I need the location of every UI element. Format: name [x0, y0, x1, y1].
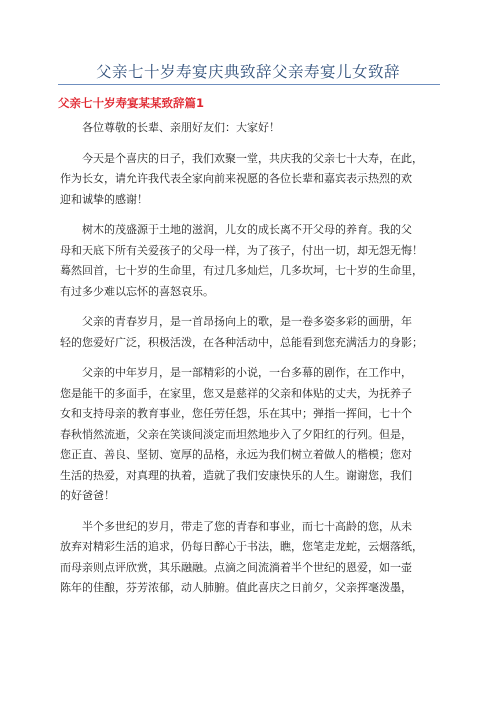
section-heading: 父亲七十岁寿宴某某致辞篇1 — [58, 96, 205, 110]
text-line: 春秋悄然流逝，父亲在笑谈间淡定而坦然地步入了夕阳红的行列。但是， — [60, 427, 412, 441]
text-line: 今天是个喜庆的日子，我们欢聚一堂，共庆我的父亲七十大寿，在此， — [82, 151, 423, 165]
paragraph-greeting — [60, 118, 444, 139]
text-line: 轻的您爱好广泛，积极活泼，在各种活动中，总能看到您充满活力的身影； — [60, 335, 423, 349]
text-line: 迎和诚挚的感谢！ — [60, 192, 148, 206]
paragraph-youth — [60, 312, 444, 353]
text-line: 生活的热爱，对真理的执着，造就了我们安康快乐的人生。谢谢您，我们 — [60, 468, 412, 482]
text-line: 父亲的中年岁月，是一部精彩的小说，一台多幕的剧作，在工作中， — [82, 366, 412, 379]
text-line: 女和支持母亲的教育事业，您任劳任怨，乐在其中；弹指一挥间，七十个 — [60, 407, 412, 420]
document-title: 父亲七十岁寿宴庆典致辞父亲寿宴儿女致辞 — [95, 63, 400, 81]
text-line: 作为长女，请允许我代表全家向前来祝愿的各位长辈和嘉宾表示热烈的欢 — [60, 172, 412, 185]
text-line: 半个多世纪的岁月，带走了您的青春和事业，而七十高龄的您，从未 — [82, 519, 412, 533]
text-line: 蓦然回首，七十岁的生命里，有过几多灿烂，几多坎坷，七十岁的生命里， — [60, 264, 423, 277]
title-divider — [58, 84, 440, 85]
text-line: 各位尊敬的长辈、亲朋好友们：大家好！ — [82, 121, 280, 134]
text-line: 陈年的佳酿，芬芳浓郁，动人肺腑。值此喜庆之日前夕，父亲挥毫泼墨， — [60, 581, 412, 594]
text-line: 树木的茂盛源于土地的滋润，儿女的成长离不开父母的养育。我的父 — [82, 223, 412, 236]
text-line: 放弃对精彩生活的追求，仍每日醉心于书法，瞧，您笔走龙蛇，云烟落纸， — [60, 540, 423, 553]
text-line: 您是能干的多面手，在家里，您又是慈祥的父亲和体贴的丈夫，为抚养子 — [60, 386, 412, 400]
text-line: 父亲的青春岁月，是一首昂扬向上的歌，是一卷多姿多彩的画册，年 — [82, 315, 412, 328]
paragraph-later-years — [60, 517, 444, 599]
paragraph-welcome — [60, 149, 444, 211]
text-line: 有过多少难以忘怀的喜怒哀乐。 — [60, 284, 214, 298]
document-body — [60, 118, 444, 609]
text-line: 而母亲则点评欣赏，其乐融融。点滴之间流淌着半个世纪的恩爱，如一壶 — [60, 560, 412, 574]
text-line: 母和天底下所有关爱孩子的父母一样，为了孩子，付出一切，却无怨无悔！ — [60, 243, 423, 257]
paragraph-parents — [60, 220, 444, 302]
paragraph-middle-age — [60, 363, 444, 507]
text-line: 您正直、善良、坚韧、宽厚的品格，永远为我们树立着做人的楷模；您对 — [60, 448, 412, 461]
text-line: 的好爸爸！ — [60, 489, 115, 502]
